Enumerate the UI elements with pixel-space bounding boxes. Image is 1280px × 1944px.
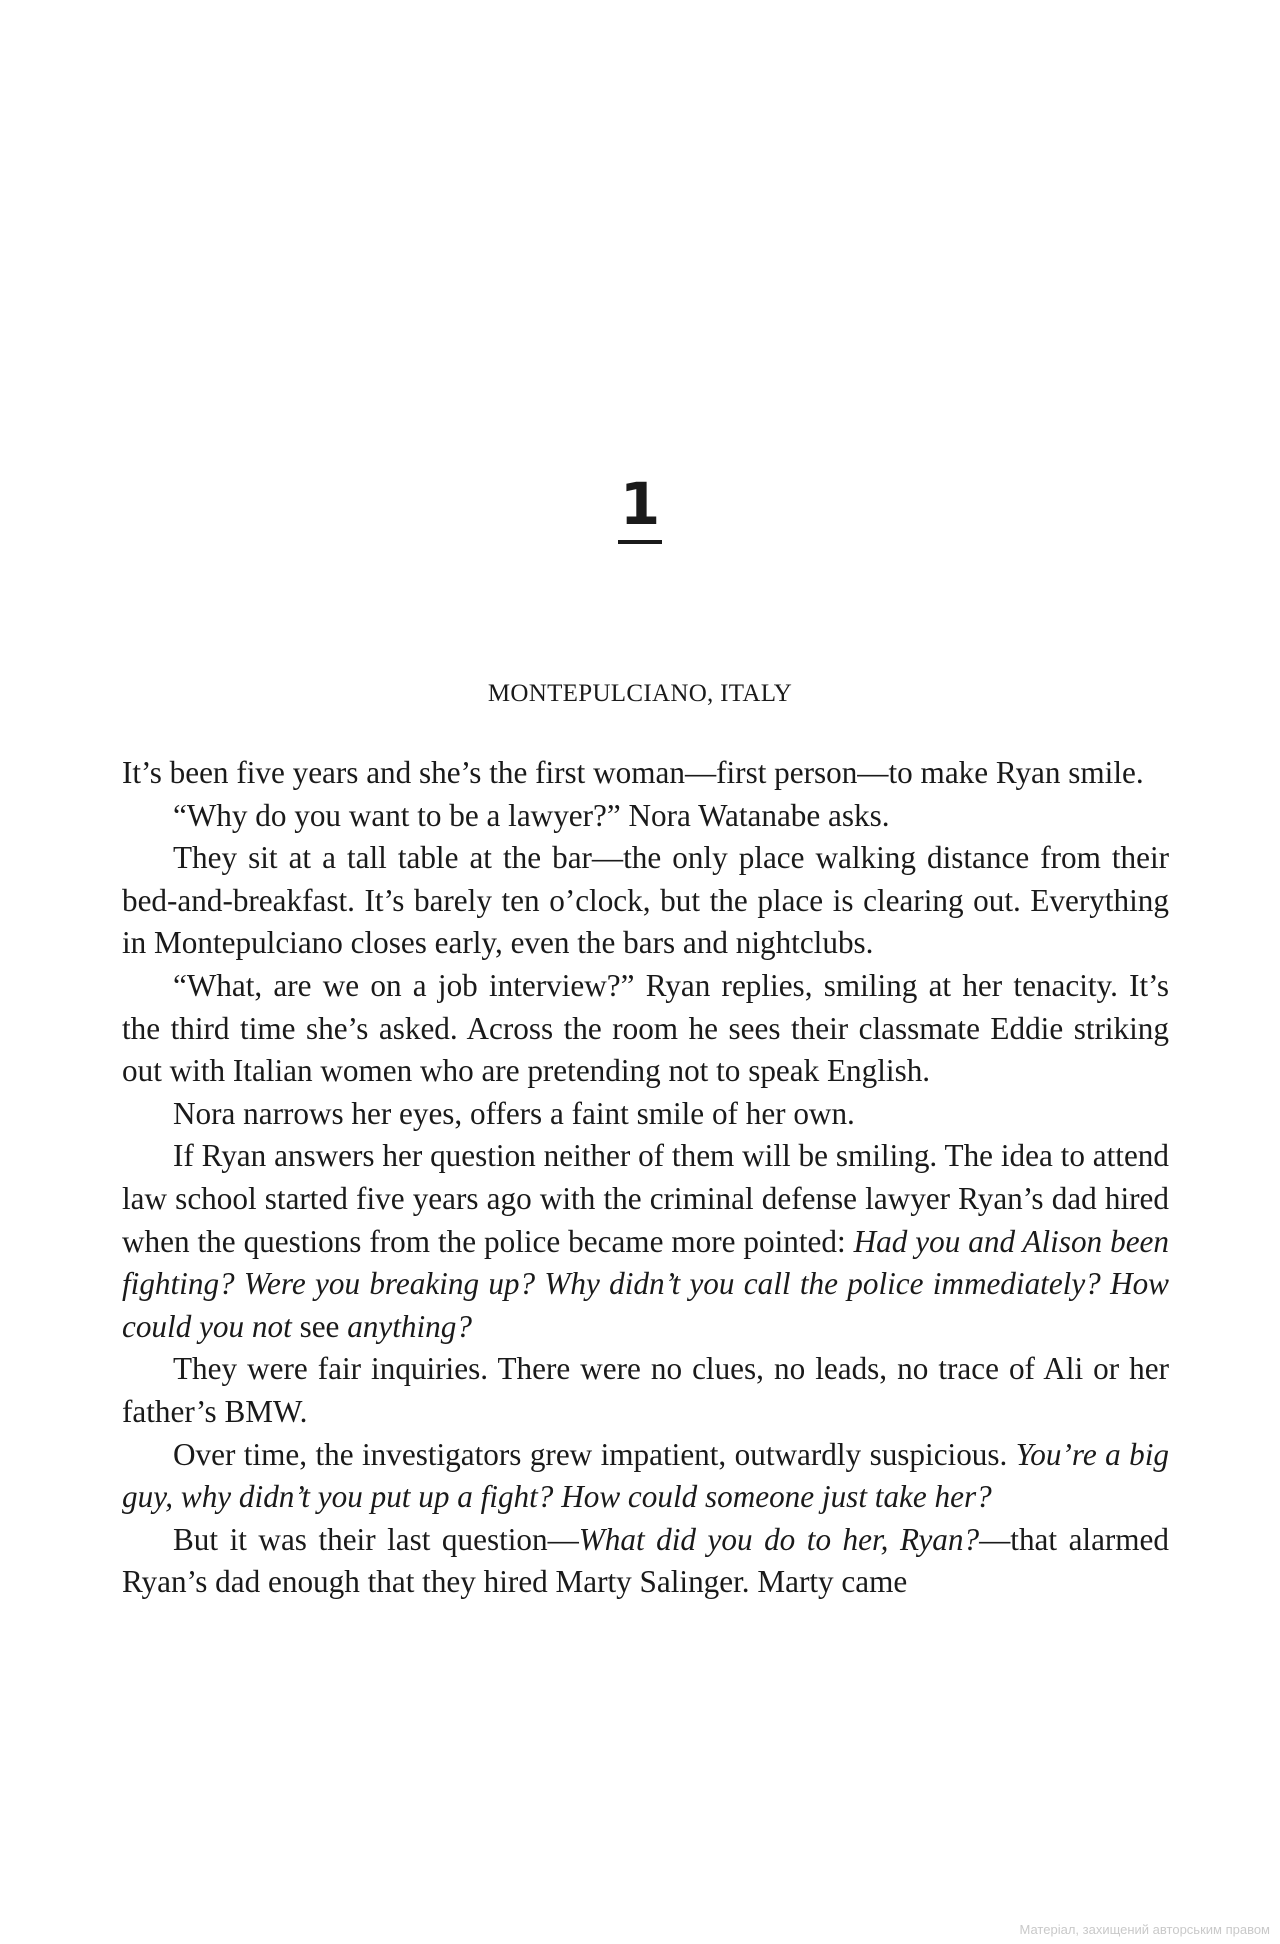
text-run: They sit at a tall table at the bar—the only place walking distance from their bed-and-breakfast. It’s barely ten o’clock, but the place is clearing out. Everything in Montepulciano closes early, even the bars and nightclubs.: [122, 840, 1169, 961]
chapter-location: MONTEPULCIANO, ITALY: [487, 680, 793, 707]
text-run: —that alarmed Ryan’s dad enough that they hired Marty Salinger. Marty came: [122, 1521, 1169, 1600]
paragraph: [122, 1519, 1169, 1604]
paragraph: [122, 795, 1169, 838]
paragraph: [122, 1434, 1169, 1519]
text-run: They were fair inquiries. There were no clues, no leads, no trace of Ali or her father’s BMW.: [122, 1351, 1169, 1429]
text-run: Over time, the investigators grew impatient, outwardly suspicious.: [173, 1436, 1016, 1472]
text-run: see: [291, 1308, 348, 1344]
text-run: Nora narrows her eyes, offers a faint smile of her own.: [173, 1095, 855, 1131]
copyright-watermark: Матеріал, захищений авторським правом: [1019, 1922, 1270, 1937]
text-run: It’s been five years and she’s the first woman—first person—to make Ryan smile.: [122, 755, 1144, 790]
chapter-number-text: 1: [618, 470, 662, 544]
paragraph: [122, 752, 1169, 795]
paragraph: [122, 965, 1169, 1093]
italic-text: Had you and Alison been fighting? Were you breaking up? Why didn’t you call the police immediately? How could you not: [122, 1223, 1169, 1344]
paragraph: [122, 1348, 1169, 1433]
paragraph: [122, 1093, 1169, 1136]
text-run: “Why do you want to be a lawyer?” Nora Watanabe asks.: [173, 797, 890, 833]
italic-text: What did you do to her, Ryan?: [578, 1521, 980, 1557]
italic-text: You’re a big guy, why didn’t you put up a fight? How could someone just take her?: [122, 1436, 1169, 1515]
text-run: If Ryan answers her question neither of them will be smiling. The idea to attend law school started five years ago with the criminal defense lawyer Ryan’s dad hired when the questions from the police became more pointed:: [122, 1138, 1169, 1259]
paragraph: [122, 1135, 1169, 1348]
text-run: “What, are we on a job interview?” Ryan replies, smiling at her tenacity. It’s the third time she’s asked. Across the room he sees their classmate Eddie striking out with Italian women who are pretending not to speak English.: [122, 967, 1169, 1089]
italic-text: anything?: [347, 1308, 472, 1344]
text-run: But it was their last question—: [173, 1521, 579, 1557]
paragraph: [122, 837, 1169, 965]
chapter-number: [0, 470, 1280, 538]
chapter-body: [122, 752, 1169, 1604]
